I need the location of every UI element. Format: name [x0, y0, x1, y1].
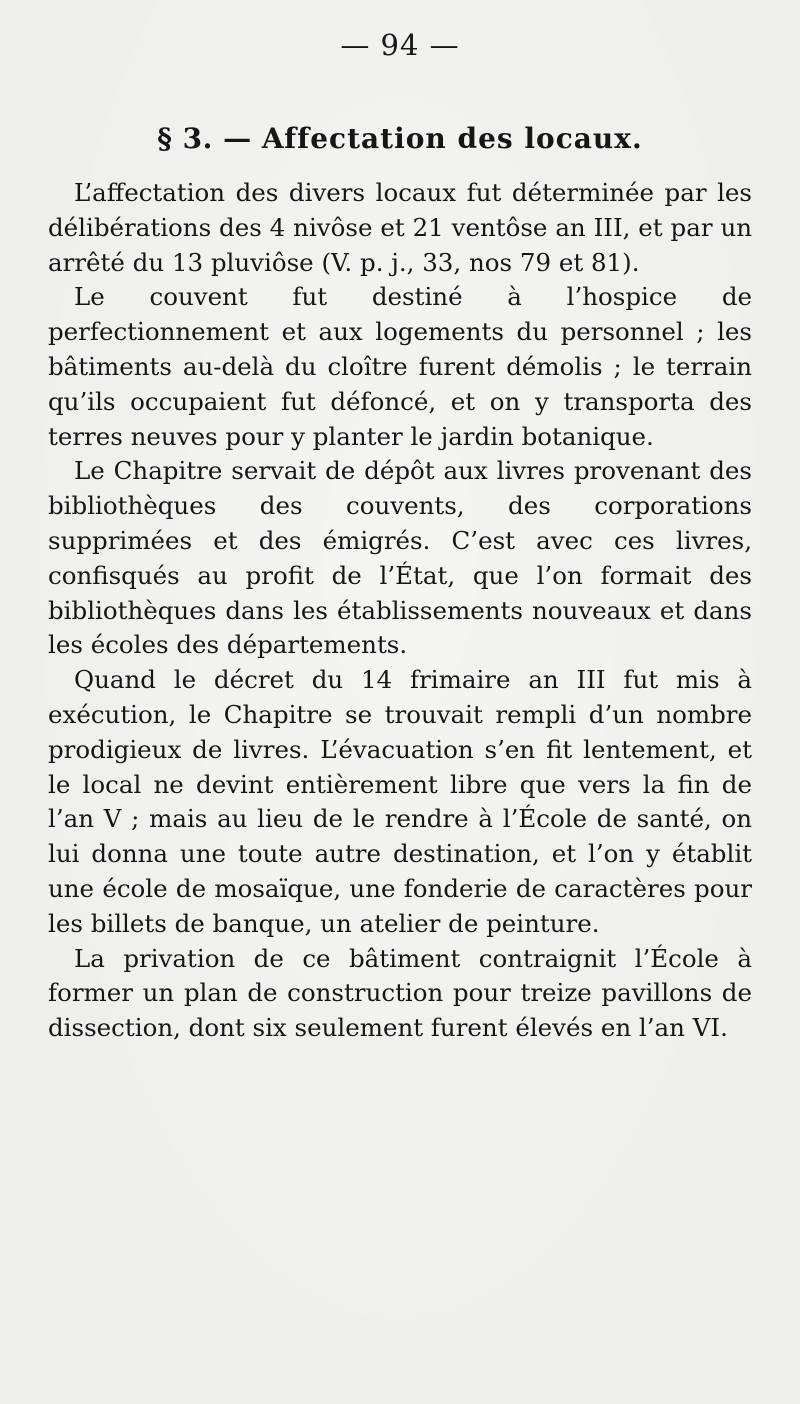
paragraph-4: Quand le décret du 14 frimaire an III fut mis à exécution, le Chapitre se trouvait rempli d’un nombre prodigieux de livres. L’évacuation s’en fit lentement, et le local ne devint entièrement libre que vers la fin de l’an V ; mais au lieu de le rendre à l’École de santé, on lui donna une toute autre destination, et l’on y établit une école de mosaïque, une fonderie de caractères pour les billets de banque, un atelier de peinture. [48, 665, 752, 938]
page-number: — 94 — [340, 28, 460, 62]
paragraph-1: L’affectation des divers locaux fut déterminée par les délibérations des 4 nivôse et 21 ventôse an III, et par un arrêté du 13 pluviôse (V. p. j., 33, nos 79 et 81). [48, 178, 752, 277]
section-number: § 3. — [157, 122, 252, 155]
section-title: Affectation des locaux. [261, 122, 643, 155]
paragraph-3: Le Chapitre servait de dépôt aux livres provenant des bibliothèques des couvents, des corporations supprimées et des émigrés. C’est avec ces livres, confisqués au profit de l’État, que l’on formait des bibliothèques dans les établissements nouveaux et dans les écoles des départements. [48, 456, 752, 660]
paragraph-2: Le couvent fut destiné à l’hospice de perfectionnement et aux logements du personnel ; les bâtiments au-delà du cloître furent démolis ; le terrain qu’ils occupaient fut défoncé, et on y transporta des terres neuves pour y planter le jardin botanique. [48, 282, 752, 451]
section-heading [0, 122, 800, 155]
paragraph-5: La privation de ce bâtiment contraignit l’École à former un plan de construction pour treize pavillons de dissection, dont six seulement furent élevés en l’an VI. [48, 943, 752, 1043]
body-text [48, 176, 752, 1046]
